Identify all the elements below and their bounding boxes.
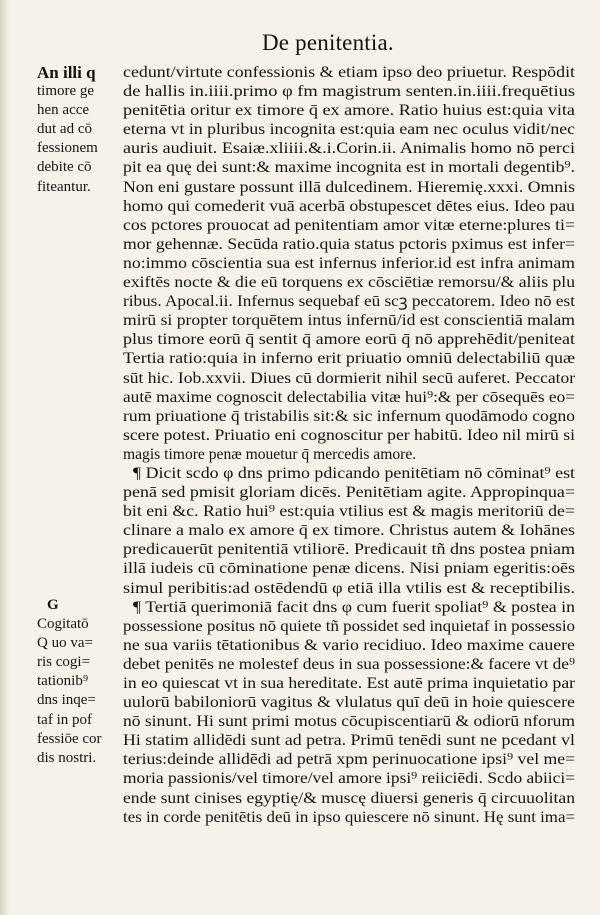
margin-line: hen acce — [37, 102, 90, 119]
text-line: auris audiuit. Esaiæ.xliiii.&.i.Corin.ii. Animalis homo nō perci — [123, 140, 575, 158]
margin-line: dut ad cō — [37, 121, 92, 138]
paragraph-start-line: ¶ Dicit scdo φ dns primo pdicando penitētiam nō cōminat⁹ est — [133, 464, 575, 482]
text-line: de hallis in.iiii.primo φ fm magistrum senten.in.iiii.frequētius — [123, 83, 575, 101]
main-text-column — [123, 63, 575, 827]
text-line: cos pctores prouocat ad penitentiam amor vitæ eterne:plures ti= — [123, 216, 575, 234]
text-line: Hi statim allidēdi sunt ad petra. Primū tenēdi sunt ne pcedant vl — [123, 732, 575, 750]
margin-line: fessionem — [37, 140, 98, 157]
margin-line: dis nostri. — [37, 749, 97, 766]
margin-line: fiteantur. — [37, 178, 91, 195]
margin-line: fessiōe cor — [37, 730, 102, 747]
running-header: De penitentia. — [262, 30, 394, 55]
margin-section-letter: G — [47, 597, 59, 613]
text-line: mor gehennæ. Secūda ratio.quia status pctoris pximus est infer= — [123, 235, 575, 253]
marginal-note-top — [37, 63, 98, 197]
text-line: rum priuatione q̄ tristabilis sit:& sic infernum quodāmodo cogno — [123, 407, 575, 425]
text-line: nō sinunt. Hi sunt primi motus cōcupiscentiarū & odiorū nforum — [123, 713, 575, 731]
text-line: tes in corde penitētis deū in ipso quiescere nō sinunt. Hę sunt ima= — [123, 808, 575, 826]
text-line: bit eni &c. Ratio hui⁹ est:quia vtilius est & magis meritoriū de= — [123, 503, 575, 521]
margin-line: taf in pof — [37, 711, 92, 728]
text-line: clinare a malo ex amore q̄ ex timore. Christus autem & Iohānes — [123, 522, 575, 540]
text-line: sūt hic. Iob.xxvii. Diues cū dormierit nihil secū auferet. Peccator — [123, 369, 575, 387]
text-line: penā sed pmisit gloriam dicēs. Penitētiam agite. Appropinqua= — [123, 484, 575, 502]
text-line: magis timore penæ mouetur q̄ mercedis amore. — [123, 445, 417, 463]
text-line: autē maxime cognoscit delectabilia vitæ hui⁹:& per cōsequēs eo= — [123, 388, 575, 406]
text-line: in eo quiescat vt in sua hereditate. Est autē prima inquietatio par — [123, 675, 575, 692]
text-line: no:immo cōscientia sua est infernus inferior.id est infra animam — [123, 254, 575, 272]
text-line: mirū si propter torquētem intus infernū/id est conscientiā malam — [123, 312, 575, 330]
marginal-note-bottom — [37, 596, 102, 768]
text-line: predicauerūt penitentiā vtiliorē. Predicauit tñ dns postea pniam — [123, 541, 575, 559]
text-line: debet penitēs ne molestef deus in sua possessione:& facere vt de⁹ — [123, 655, 575, 673]
margin-line: ris cogi= — [37, 654, 91, 671]
text-line: Non eni gustare possunt illā dulcedinem. Hieremię.xxxi. Omnis — [123, 178, 575, 196]
text-line: scere potest. Priuatio eni cognoscitur per habitū. Ideo nil mirū si — [123, 426, 575, 444]
text-line: moria passionis/vel timore/vel amore ipsi⁹ reiiciēdi. Scdo abiici= — [123, 770, 575, 788]
margin-line: An illi q — [37, 63, 96, 82]
text-line: plus timore eorū q̄ sentit q̄ amore eorū q̄ nō apprehēdit/peniteat — [123, 331, 575, 349]
text-line: illā iudeis cū cōminatione penæ dicens. Nisi pniam egeritis:oēs — [123, 560, 575, 578]
text-line: simul peribitis:ad ostēdendū φ etiā illa vtilis est & receptibilis. — [123, 579, 575, 597]
text-line: eterna vt in pluribus incognita est:quia eam nec oculus vidit/nec — [123, 121, 575, 139]
margin-line: Cogitatō — [37, 616, 89, 633]
text-line: penitētia oritur ex timore q̄ ex amore. Ratio huius est:quia vita — [123, 102, 575, 120]
margin-line: timore ge — [37, 83, 95, 100]
text-line: possessione positus nō quiete tñ possidet sed inquietaf in possessio — [123, 617, 575, 635]
text-line: cedunt/virtute confessionis & etiam ipso deo priuetur. Respōdit — [123, 64, 575, 81]
text-line: homo qui comederit vuā acerbā obstupescet dētes eius. Ideo pau — [123, 197, 575, 215]
text-line: terius:deinde allidēdi ad petrā xpm perinuocatione ipsi⁹ vel me= — [123, 751, 575, 769]
text-line: ne sua variis tētationibus & vario recidiuo. Ideo maxime cauere — [123, 636, 575, 654]
text-line: pit ea quę dei sunt:& maxime incognita est in mortali degentib⁹. — [123, 159, 575, 177]
text-line: ende sunt cinises egyptię/& muscę diuersi generis q̄ circuuolitan — [123, 789, 575, 807]
text-line: Tertia ratio:quia in inferno erit priuatio omniū delectabiliū quæ — [123, 350, 575, 368]
margin-line: debite cō — [37, 159, 92, 176]
margin-line: Q uo va= — [37, 635, 93, 652]
paragraph-start-line: ¶ Tertiā querimoniā facit dns φ cum fuerit spoliat⁹ & postea in — [133, 598, 575, 616]
text-line: uulorū babiloniorū vagitus & vlulatus quī deū in hoie quiescere — [123, 694, 575, 712]
margin-line: tationib⁹ — [37, 673, 89, 690]
text-line: ribus. Apocal.ii. Infernus sequebaf eū scꝫ peccatorem. Ideo nō est — [123, 293, 575, 311]
margin-line: dns inqe= — [37, 692, 96, 709]
text-line: exiftēs nocte & die eū torquens ex cōsciētiæ remorsu/& aliis plu — [123, 274, 575, 292]
page-gutter-shadow — [0, 0, 10, 915]
